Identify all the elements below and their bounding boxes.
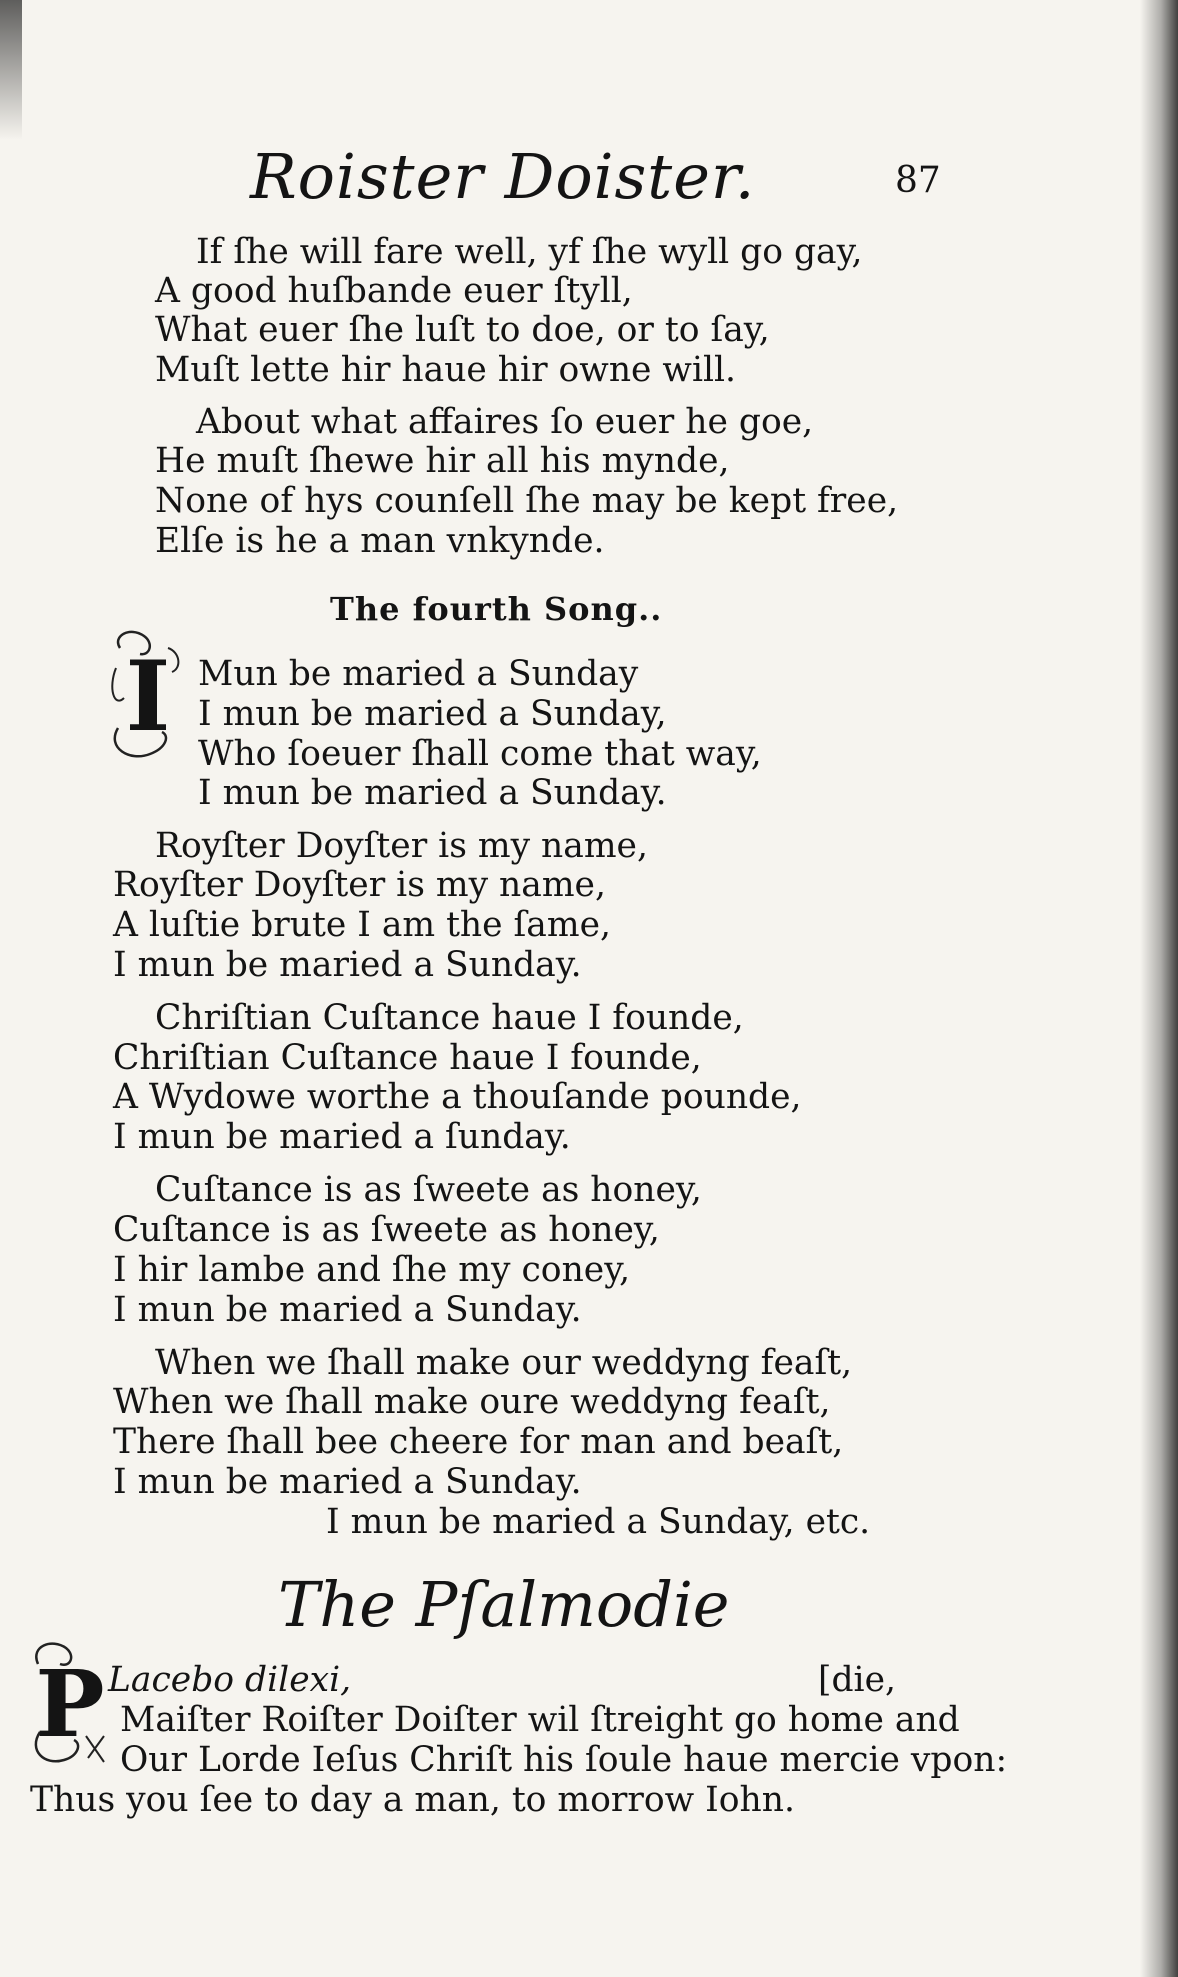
- page-edge-shadow-left: [0, 0, 22, 140]
- verse-line: None of hys counſell ſhe may be kept free,: [155, 481, 899, 521]
- song-heading: The fourth Song..: [330, 590, 663, 628]
- page-number: 87: [895, 160, 941, 201]
- section-title: The Pſalmodie: [278, 1568, 730, 1641]
- ornamental-dropcap-p: [30, 1640, 110, 1768]
- dropcap-letter: P: [35, 1650, 105, 1758]
- verse-line: Muſt lette hir haue hir owne will.: [155, 350, 737, 390]
- verse-line: A good huſbande euer ſtyll,: [155, 271, 633, 311]
- verse-line: Cuſtance is as ſweete as honey,: [113, 1210, 660, 1250]
- verse-line: Cuſtance is as ſweete as honey,: [155, 1170, 702, 1210]
- verse-line: He muſt ſhewe hir all his mynde,: [155, 441, 730, 481]
- page-edge-shadow-right: [1140, 0, 1178, 1977]
- verse-line-overflow: [die,: [818, 1660, 896, 1700]
- verse-line: Elſe is he a man vnkynde.: [155, 521, 605, 561]
- verse-line: About what affaires ſo euer he goe,: [196, 402, 814, 442]
- verse-line: Royſter Doyſter is my name,: [113, 865, 606, 905]
- verse-line: Chriſtian Cuſtance haue I founde,: [113, 1038, 702, 1078]
- verse-line: Mun be maried a Sunday: [198, 654, 639, 694]
- verse-line: A luſtie brute I am the ſame,: [113, 905, 611, 945]
- verse-line: Lacebo dilexi,: [108, 1660, 352, 1700]
- verse-line: I mun be maried a Sunday.: [198, 773, 667, 813]
- dropcap-letter: I: [125, 639, 171, 753]
- verse-line: I mun be maried a Sunday.: [113, 1462, 582, 1502]
- verse-line: I mun be maried a Sunday.: [113, 1290, 582, 1330]
- running-title: Roister Doister.: [250, 140, 756, 213]
- verse-line: Royſter Doyſter is my name,: [155, 826, 648, 866]
- verse-line: I hir lambe and ſhe my coney,: [113, 1250, 631, 1290]
- verse-line: There ſhall bee cheere for man and beaſt,: [113, 1422, 844, 1462]
- verse-line: I mun be maried a Sunday,: [198, 694, 667, 734]
- verse-line: A Wydowe worthe a thouſande pounde,: [113, 1077, 802, 1117]
- verse-line: I mun be maried a Sunday.: [113, 945, 582, 985]
- verse-line: Maiſter Roiſter Doiſter wil ſtreight go home and: [120, 1700, 960, 1740]
- verse-line: If ſhe will fare well, yf ſhe wyll go gay,: [196, 232, 863, 272]
- verse-line: Our Lorde Ieſus Chriſt his ſoule haue mercie vpon:: [120, 1740, 1008, 1780]
- verse-line: I mun be maried a ſunday.: [113, 1117, 571, 1157]
- closing-line: I mun be maried a Sunday, etc.: [326, 1502, 871, 1542]
- verse-line: When we ſhall make oure weddyng feaſt,: [113, 1382, 831, 1422]
- verse-line: Thus you ſee to day a man, to morrow Iohn.: [30, 1780, 795, 1820]
- verse-line: What euer ſhe luſt to doe, or to ſay,: [155, 310, 770, 350]
- verse-line: Chriſtian Cuſtance haue I founde,: [155, 998, 744, 1038]
- verse-line: Who ſoeuer ſhall come that way,: [198, 734, 762, 774]
- ornamental-dropcap-i: [110, 628, 186, 764]
- verse-line: When we ſhall make our weddyng feaſt,: [155, 1343, 853, 1383]
